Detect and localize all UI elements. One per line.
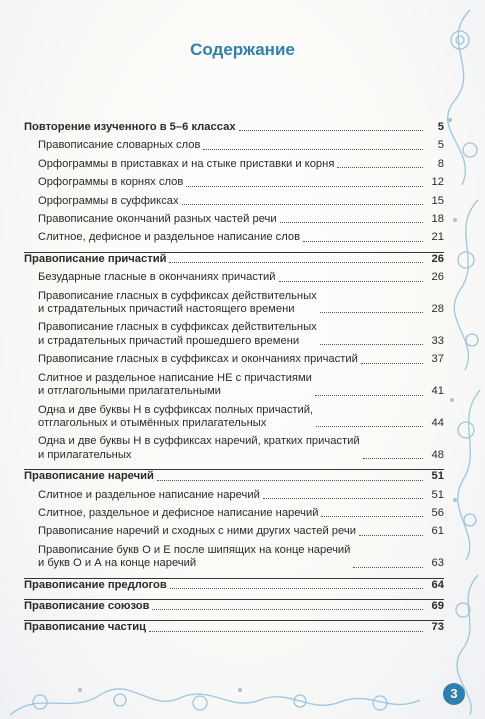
- toc-section: [24, 599, 444, 613]
- toc-entry[interactable]: [24, 404, 444, 431]
- toc-entry-page: 63: [431, 557, 444, 570]
- toc-entry-text: Одна и две буквы Н в суффиксах наречий, кратких причастий и прилагательных: [38, 435, 360, 461]
- toc-entry-text: Правописание гласных в суффиксах и окончаниях причастий: [38, 353, 358, 366]
- toc-entry[interactable]: [24, 544, 444, 571]
- dot-leader: [239, 130, 423, 131]
- page-title: Содержание: [190, 40, 295, 59]
- ornament-right-swirl-3: [458, 390, 480, 560]
- toc-entry[interactable]: [24, 213, 444, 226]
- toc-section: [24, 469, 444, 570]
- dot-leader: [359, 535, 423, 536]
- toc-section-heading-text: Правописание частиц: [24, 621, 147, 634]
- toc-entry-page: 41: [431, 385, 444, 398]
- toc-entry-page: 18: [431, 213, 444, 226]
- toc-section-heading-page: 69: [431, 599, 444, 612]
- toc-entry-text: Правописание гласных в суффиксах действительных и страдательных причастий прошедшего времени: [38, 321, 317, 347]
- toc-entry-page: 61: [431, 525, 444, 538]
- toc-section: [24, 578, 444, 592]
- toc-entry-text: Слитное и раздельное написание НЕ с причастиями и отглагольными прилагательными: [38, 371, 312, 398]
- toc-section-heading-text: Правописание наречий: [24, 470, 154, 483]
- toc-entry-page: 44: [431, 416, 444, 429]
- dot-leader: [361, 363, 423, 364]
- toc-entry-text: Одна и две буквы Н в суффиксах полных причастий, отглагольных и отымённых прилагательных: [38, 403, 314, 429]
- dot-leader: [279, 281, 423, 282]
- dot-leader: [303, 241, 423, 242]
- dot-leader: [152, 609, 423, 610]
- toc-entry[interactable]: [24, 176, 444, 189]
- dot-leader: [169, 262, 423, 263]
- toc-entry-page: 21: [431, 231, 444, 244]
- dot-leader: [353, 567, 423, 568]
- dot-leader: [263, 498, 423, 499]
- toc-entry[interactable]: [24, 231, 444, 244]
- toc-entry-text: Правописание гласных в суффиксах действительных и страдательных причастий настоящего времени: [38, 289, 317, 316]
- toc-entry-page: 5: [437, 139, 444, 152]
- toc-entry-page: 48: [431, 448, 444, 461]
- toc-entry-text: Слитное, дефисное и раздельное написание слов: [38, 231, 301, 244]
- toc-section-heading-page: 5: [437, 121, 444, 133]
- toc-entry[interactable]: [24, 139, 444, 152]
- toc-section-heading[interactable]: [24, 470, 444, 483]
- toc-section-heading-page: 64: [431, 578, 444, 591]
- dot-leader: [363, 458, 423, 459]
- dot-leader: [321, 516, 423, 517]
- toc-section-heading-text: Правописание союзов: [24, 599, 150, 612]
- toc-entry-page: 51: [431, 488, 444, 501]
- toc-entry[interactable]: [24, 195, 444, 208]
- dot-leader: [337, 167, 423, 168]
- toc-entry-text: Правописание букв О и Е после шипящих на конце наречий и букв О и А на конце наречий: [38, 543, 351, 570]
- toc-entry[interactable]: [24, 372, 444, 399]
- toc-entry-text: Слитное, раздельное и дефисное написание наречий: [38, 506, 319, 519]
- toc-entry[interactable]: [24, 321, 444, 348]
- toc-entry-page: 8: [437, 157, 444, 170]
- toc-entry-page: 56: [431, 506, 444, 519]
- toc-section: [24, 620, 444, 634]
- toc-entry-text: Орфограммы в корнях слов: [38, 176, 184, 189]
- toc-section-heading[interactable]: [24, 253, 444, 266]
- dot-leader: [186, 186, 423, 187]
- toc-entry-page: 33: [431, 334, 444, 347]
- dot-leader: [320, 344, 423, 345]
- toc-section-heading-page: 51: [431, 470, 444, 483]
- toc-section: [24, 252, 444, 462]
- toc-entry-text: Правописание словарных слов: [38, 139, 201, 152]
- dot-leader: [320, 312, 423, 313]
- toc-entry-text: Орфограммы в приставках и на стыке приставки и корня: [38, 157, 335, 170]
- toc-entry-text: Правописание наречий и сходных с ними других частей речи: [38, 525, 356, 538]
- table-of-contents: [24, 121, 444, 642]
- ornament-bottom-swirl: [10, 689, 420, 715]
- toc-entry[interactable]: [24, 353, 444, 366]
- dot-leader: [157, 480, 423, 481]
- dot-leader: [182, 204, 423, 205]
- toc-entry[interactable]: [24, 507, 444, 520]
- toc-entry[interactable]: [24, 525, 444, 538]
- toc-entry-text: Правописание окончаний разных частей речи: [38, 213, 277, 226]
- toc-entry-text: Безударные гласные в окончаниях причастий: [38, 271, 276, 284]
- toc-entry[interactable]: [24, 158, 444, 171]
- page-number-badge: 3: [443, 683, 465, 705]
- toc-entry[interactable]: [24, 290, 444, 317]
- toc-entry-page: 26: [431, 271, 444, 284]
- dot-leader: [280, 222, 423, 223]
- dot-leader: [203, 149, 423, 150]
- toc-section-heading-text: Правописание причастий: [24, 252, 167, 265]
- toc-entry-page: 15: [431, 194, 444, 207]
- dot-leader: [315, 395, 423, 396]
- toc-entry[interactable]: [24, 271, 444, 284]
- dot-leader: [316, 426, 423, 427]
- toc-section-heading-page: 26: [431, 252, 444, 265]
- toc-entry[interactable]: [24, 489, 444, 502]
- toc-section: [24, 121, 444, 245]
- toc-section-heading-text: Правописание предлогов: [24, 578, 167, 591]
- toc-entry-page: 28: [431, 303, 444, 316]
- toc-section-heading[interactable]: [24, 121, 444, 134]
- ornament-right-swirl-2: [454, 200, 478, 370]
- dot-leader: [170, 588, 423, 589]
- toc-section-heading-text: Повторение изученного в 5–6 классах: [24, 121, 236, 133]
- toc-section-heading-page: 73: [431, 621, 444, 634]
- toc-entry-page: 37: [431, 353, 444, 366]
- dot-leader: [149, 631, 423, 632]
- toc-entry-text: Слитное и раздельное написание наречий: [38, 488, 260, 501]
- toc-section-heading[interactable]: [24, 600, 444, 613]
- toc-section-heading[interactable]: [24, 579, 444, 592]
- toc-entry-text: Орфограммы в суффиксах: [38, 194, 179, 207]
- toc-section-heading[interactable]: [24, 621, 444, 634]
- toc-entry-page: 12: [431, 176, 444, 189]
- toc-entry[interactable]: [24, 435, 444, 462]
